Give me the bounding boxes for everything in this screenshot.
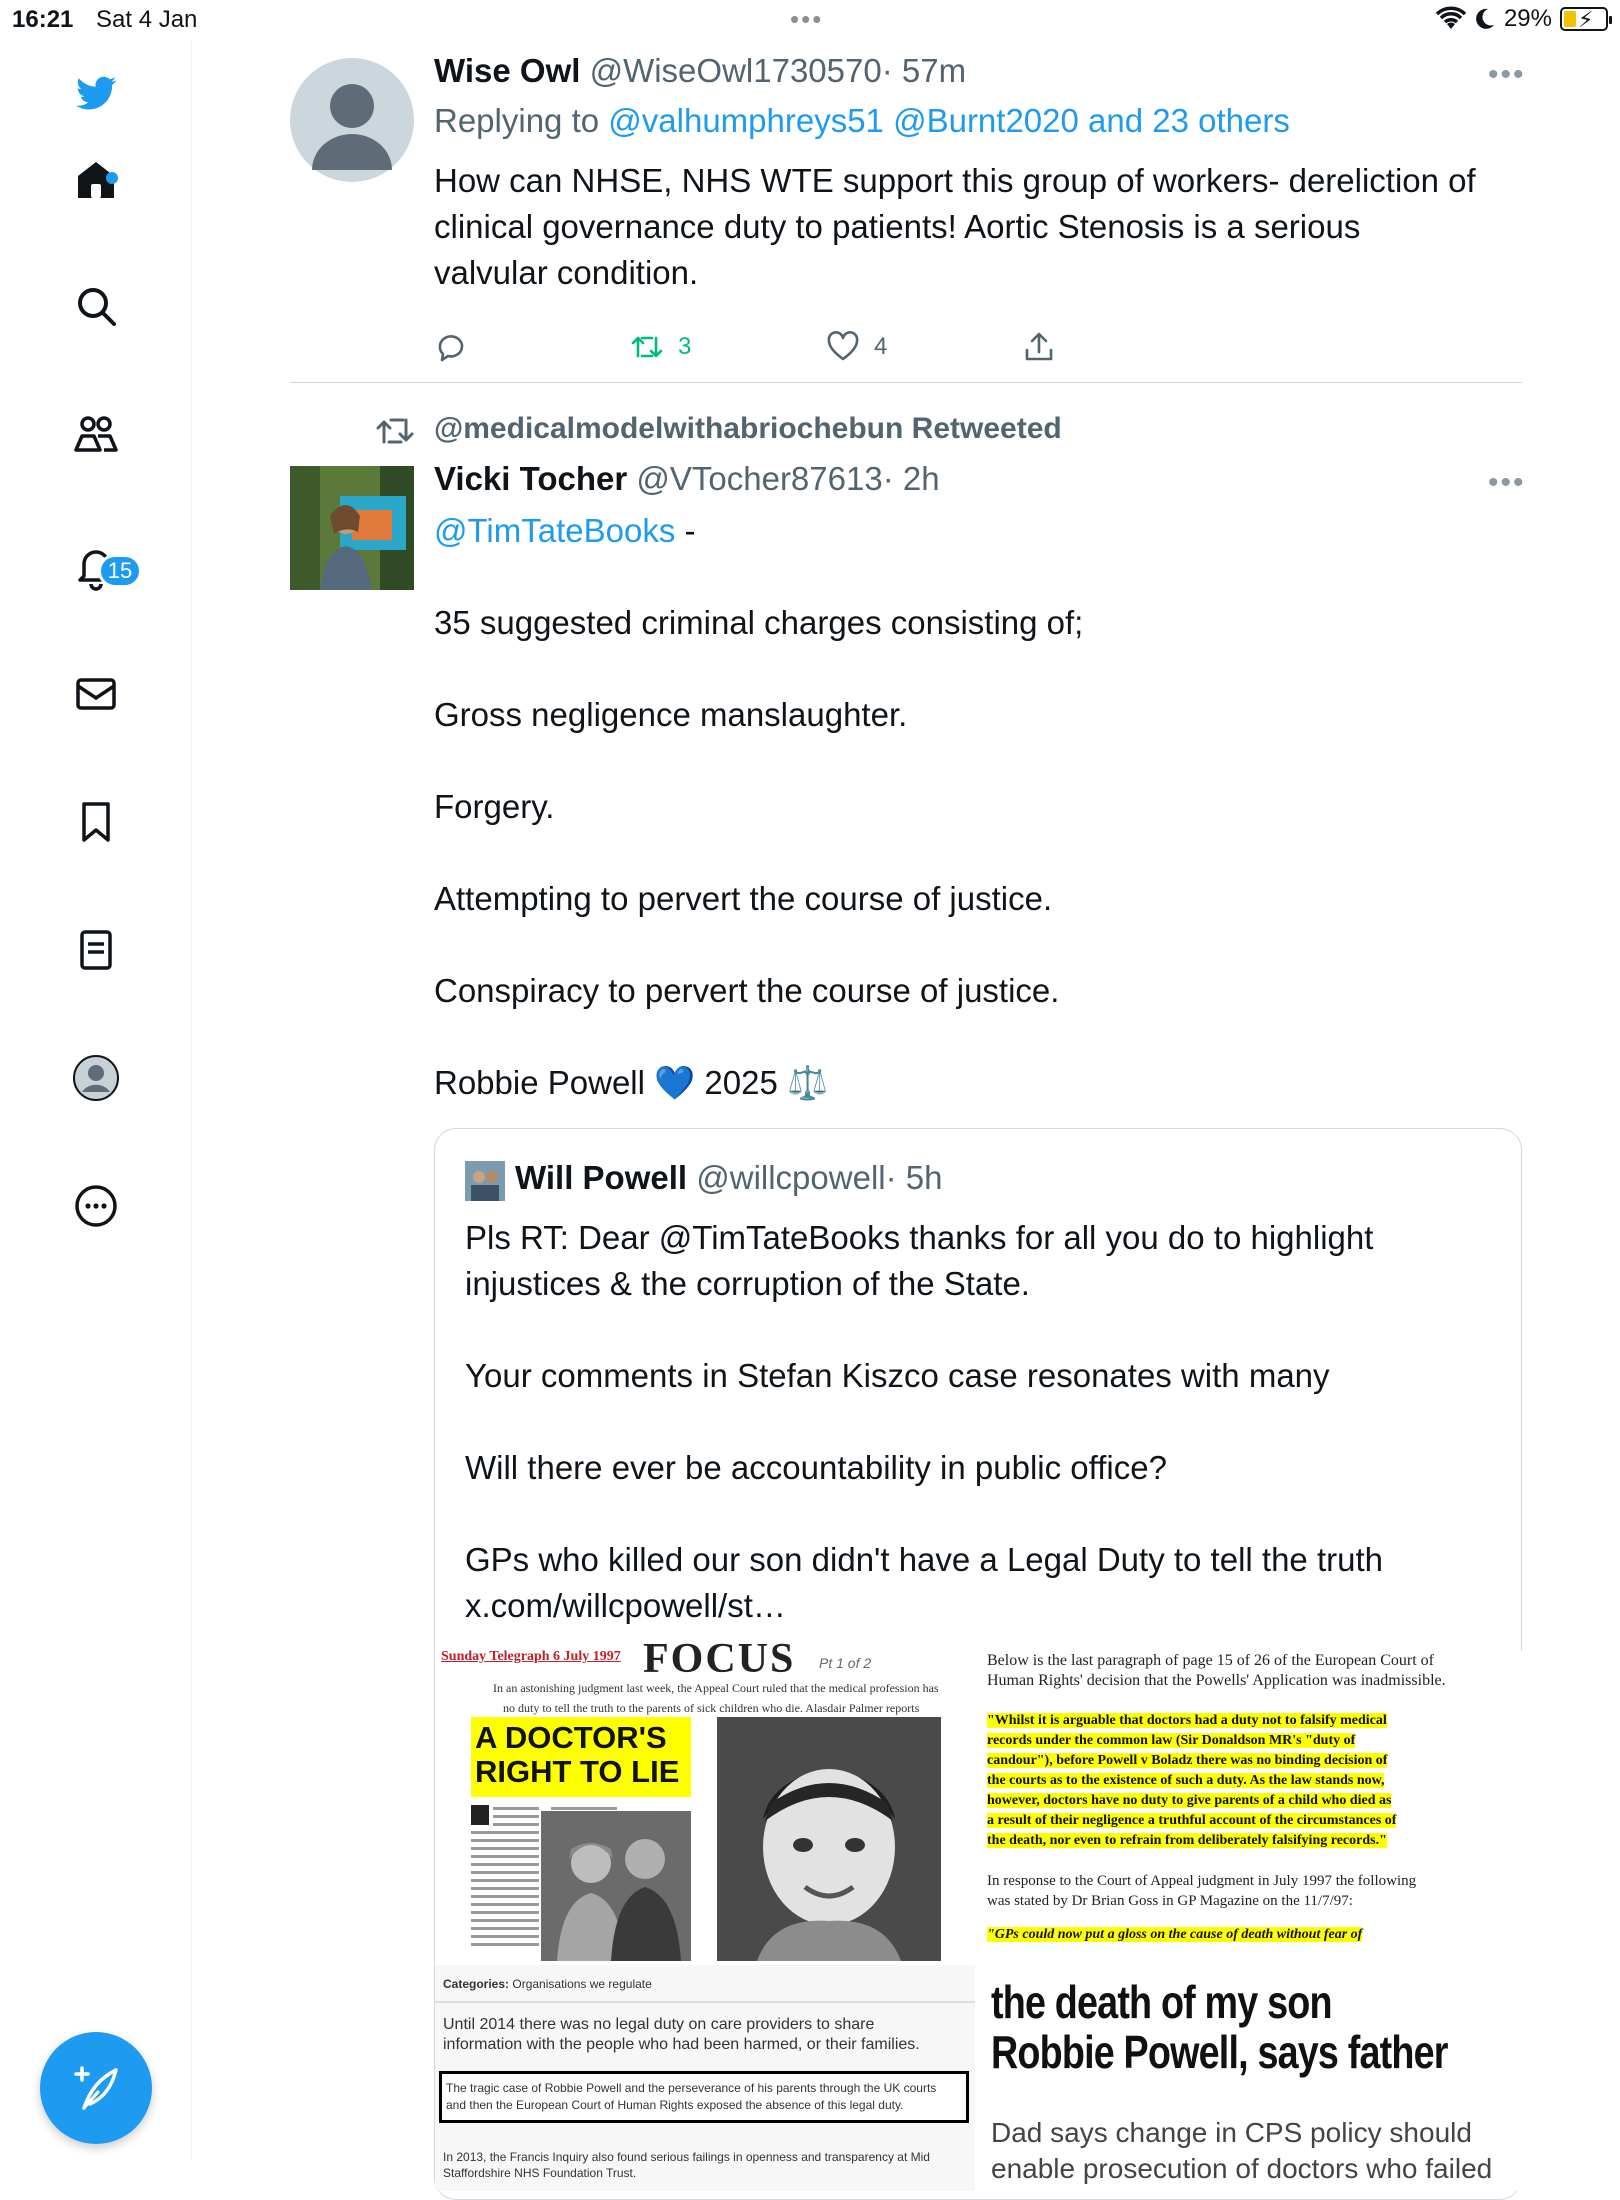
gp-quote	[987, 1925, 1362, 1945]
sidebar	[0, 40, 192, 2160]
blue-heart-emoji: 💙	[654, 1064, 696, 1101]
media-grid	[435, 1636, 1523, 2191]
tweet-line: Gross negligence manslaughter.	[434, 696, 908, 733]
retweet-icon	[376, 414, 416, 448]
bookmark-icon[interactable]	[66, 792, 126, 852]
categories	[443, 1977, 652, 1991]
avatar[interactable]	[290, 466, 414, 590]
media-image-cqc-text[interactable]	[435, 1965, 975, 2191]
tweet-body	[434, 508, 1083, 1106]
spacer	[434, 554, 1083, 600]
intro-line: Human Rights' decision that the Powells' Application was inadmissible.	[987, 1672, 1446, 1689]
battery-percent: 29%	[1503, 5, 1552, 32]
echr-intro	[987, 1651, 1446, 1691]
tweet-line: Forgery.	[434, 788, 555, 825]
quote-line	[465, 1491, 1383, 1537]
box-line: The tragic case of Robbie Powell and the perseverance of his parents through the UK courts	[446, 2081, 937, 2095]
default-avatar-icon	[290, 58, 414, 182]
replying-prefix: Replying to	[434, 102, 600, 139]
share-button[interactable]	[1022, 330, 1056, 364]
lists-icon[interactable]	[66, 920, 126, 980]
standfirst-line: no duty to tell the truth to the parents of sick children who die. Alasdair Palmer reports	[503, 1701, 920, 1715]
author-handle[interactable]: @VTocher87613	[636, 460, 883, 497]
twitter-bird-icon[interactable]	[66, 64, 126, 124]
quote-line: x.com/willcpowell/st…	[465, 1587, 786, 1624]
quote-line: the death, nor even to refrain from deliberately falsifying records."	[987, 1833, 1387, 1848]
quote-line: records under the common law (Sir Donaldson MR's "duty of	[987, 1733, 1356, 1748]
retweet-icon	[630, 330, 664, 364]
notifications-badge: 15	[98, 554, 142, 588]
replying-to	[434, 102, 1290, 140]
spacer	[434, 830, 1083, 876]
like-icon	[826, 330, 860, 364]
tweet-line: 35 suggested criminal charges consisting of;	[434, 604, 1084, 641]
cqc-boxed-text	[439, 2071, 969, 2123]
search-icon[interactable]	[66, 276, 126, 336]
tweet-time[interactable]: · 2h	[882, 460, 940, 497]
year-text: 2025	[704, 1064, 778, 1101]
quote-line	[465, 1399, 1383, 1445]
author-name[interactable]: Vicki Tocher	[434, 460, 628, 497]
wifi-icon	[1436, 7, 1466, 31]
like-count: 4	[874, 333, 888, 360]
cqc-line: In 2013, the Francis Inquiry also found serious failings in openness and transparency at Mid	[443, 2150, 930, 2164]
like-button[interactable]	[826, 330, 1022, 364]
headline-line: the death of my son	[991, 1976, 1332, 2028]
media-image-echr-text[interactable]	[979, 1651, 1523, 1961]
tweet-divider	[290, 382, 1522, 383]
gp-quote-line: "GPs could now put a gloss on the cause of death without fear of	[987, 1927, 1363, 1942]
media-image-headline[interactable]	[979, 1965, 1523, 2191]
masthead: FOCUS	[643, 1636, 796, 1682]
quote-author-handle[interactable]: @willcpowell	[696, 1159, 886, 1196]
cqc-line: Until 2014 there was no legal duty on care providers to share	[443, 2016, 875, 2033]
home-unread-dot	[106, 172, 118, 184]
retweet-count: 3	[678, 333, 692, 360]
moon-icon	[1474, 7, 1496, 31]
status-right	[1436, 5, 1608, 33]
retweet-button[interactable]	[630, 330, 826, 364]
mention-link[interactable]: @TimTateBooks	[434, 512, 676, 549]
intro-line: Below is the last paragraph of page 15 of 26 of the European Court of	[987, 1652, 1434, 1669]
status-time: 16:21	[12, 6, 74, 33]
child-photo	[717, 1717, 941, 1961]
quote-body	[465, 1215, 1383, 1629]
media-image-newspaper[interactable]	[435, 1636, 975, 1961]
paper-name: Sunday Telegraph 6 July 1997	[441, 1649, 621, 1664]
replying-to-links[interactable]: @valhumphreys51 @Burnt2020 and 23 others	[608, 102, 1290, 139]
tweet-line: Attempting to pervert the course of justice.	[434, 880, 1053, 917]
mention-suffix: -	[675, 512, 696, 549]
quote-line: Your comments in Stefan Kiszco case resonates with many	[465, 1357, 1330, 1394]
tweet-line	[434, 1060, 1083, 1106]
quote-line	[465, 1307, 1383, 1353]
news-headline	[991, 1977, 1448, 2077]
profile-icon[interactable]	[66, 1048, 126, 1108]
quote-header	[515, 1159, 943, 1197]
cqc-paragraph-2	[443, 2149, 930, 2181]
response-line: In response to the Court of Appeal judgment in July 1997 the following	[987, 1873, 1417, 1889]
spacer	[434, 922, 1083, 968]
categories-divider	[435, 2001, 975, 2003]
echr-response	[987, 1871, 1416, 1911]
spacer	[434, 738, 1083, 784]
tweet-header	[434, 460, 940, 498]
headline-line: A DOCTOR'S	[475, 1720, 667, 1755]
more-circle-icon[interactable]	[66, 1176, 126, 1236]
battery-icon	[1560, 7, 1608, 31]
cqc-paragraph	[443, 2015, 920, 2055]
categories-label: Categories:	[443, 1977, 510, 1991]
tweet-line	[434, 508, 1083, 554]
scales-emoji: ⚖️	[787, 1064, 829, 1101]
standfirst-line: In an astonishing judgment last week, the Appeal Court ruled that the medical profession has	[493, 1681, 939, 1695]
communities-icon[interactable]	[66, 404, 126, 464]
quote-line: GPs who killed our son didn't have a Legal Duty to tell the truth	[465, 1541, 1383, 1578]
compose-button[interactable]	[40, 2032, 152, 2144]
quote-line: Will there ever be accountability in public office?	[465, 1449, 1167, 1486]
battery-fill	[1564, 11, 1576, 27]
quote-avatar-photo	[465, 1161, 505, 1201]
multitasking-dots[interactable]: •••	[790, 4, 824, 34]
box-line: and then the European Court of Human Rights exposed the absence of this legal duty.	[446, 2098, 904, 2112]
quote-line: injustices & the corruption of the State.	[465, 1265, 1030, 1302]
parents-photo	[541, 1811, 691, 1961]
cqc-line: Staffordshire NHS Foundation Trust.	[443, 2166, 637, 2180]
tweet-time[interactable]: · 57m	[881, 52, 967, 89]
headline-line: RIGHT TO LIE	[475, 1754, 680, 1789]
mail-icon[interactable]	[66, 664, 126, 724]
tweet-actions	[434, 330, 1056, 364]
news-subheadline	[991, 2115, 1492, 2187]
share-icon	[1022, 330, 1056, 364]
avatar[interactable]	[290, 58, 414, 182]
subheadline-line: Dad says change in CPS policy should	[991, 2117, 1472, 2148]
quote-line: a result of their negligence a truthful account of the circumstances of	[987, 1813, 1397, 1828]
quote-line: Pls RT: Dear @TimTateBooks thanks for all you do to highlight	[465, 1219, 1374, 1256]
author-name[interactable]: Wise Owl	[434, 52, 581, 89]
cqc-line: information with the people who had been harmed, or their families.	[443, 2036, 920, 2053]
tweet-line: Conspiracy to pervert the course of justice.	[434, 972, 1060, 1009]
spacer	[434, 1014, 1083, 1060]
tweet-header	[434, 52, 966, 90]
robbie-powell-text: Robbie Powell	[434, 1064, 645, 1101]
quote-line: however, doctors have no duty to give parents of a child who died as	[987, 1793, 1392, 1808]
quote-line: "Whilst it is arguable that doctors had a duty not to falsify medical	[987, 1713, 1387, 1728]
reply-button[interactable]	[434, 330, 630, 364]
headline-line: Robbie Powell, says father	[991, 2026, 1448, 2078]
quote-author-name[interactable]: Will Powell	[515, 1159, 688, 1196]
echr-quote	[987, 1711, 1396, 1851]
quote-time[interactable]: · 5h	[885, 1159, 943, 1196]
response-line: was stated by Dr Brian Goss in GP Magazine on the 11/7/97:	[987, 1893, 1353, 1909]
headline	[475, 1721, 679, 1789]
spacer	[434, 646, 1083, 692]
quoted-tweet[interactable]	[434, 1128, 1522, 2200]
compose-icon	[68, 2060, 124, 2116]
reply-icon	[434, 330, 468, 364]
retweeted-by[interactable]: @medicalmodelwithabriochebun Retweeted	[434, 412, 1062, 445]
charging-bolt-icon: ⚡	[1578, 7, 1594, 32]
status-date: Sat 4 Jan	[96, 6, 198, 33]
status-bar	[0, 0, 1620, 40]
subheadline-line: enable prosecution of doctors who failed	[991, 2153, 1493, 2184]
tweet-line: valvular condition.	[434, 254, 699, 291]
tweet-line: How can NHSE, NHS WTE support this group of workers- dereliction of	[434, 162, 1476, 199]
categories-value: Organisations we regulate	[512, 1977, 652, 1991]
tweet-body	[434, 158, 1476, 296]
quote-line: candour"), before Powell v Boladz there was no binding decision of	[987, 1753, 1388, 1768]
more-options-icon[interactable]: •••	[1488, 58, 1526, 91]
author-handle[interactable]: @WiseOwl1730570	[589, 52, 882, 89]
quote-line: the courts as to the existence of such a duty. As the law stands now,	[987, 1773, 1385, 1788]
quote-avatar[interactable]	[465, 1161, 505, 1201]
tweet-line: clinical governance duty to patients! Aortic Stenosis is a serious	[434, 208, 1361, 245]
profile-photo	[290, 466, 414, 590]
more-options-icon[interactable]: •••	[1488, 466, 1526, 499]
handwritten-note: Pt 1 of 2	[819, 1655, 872, 1671]
